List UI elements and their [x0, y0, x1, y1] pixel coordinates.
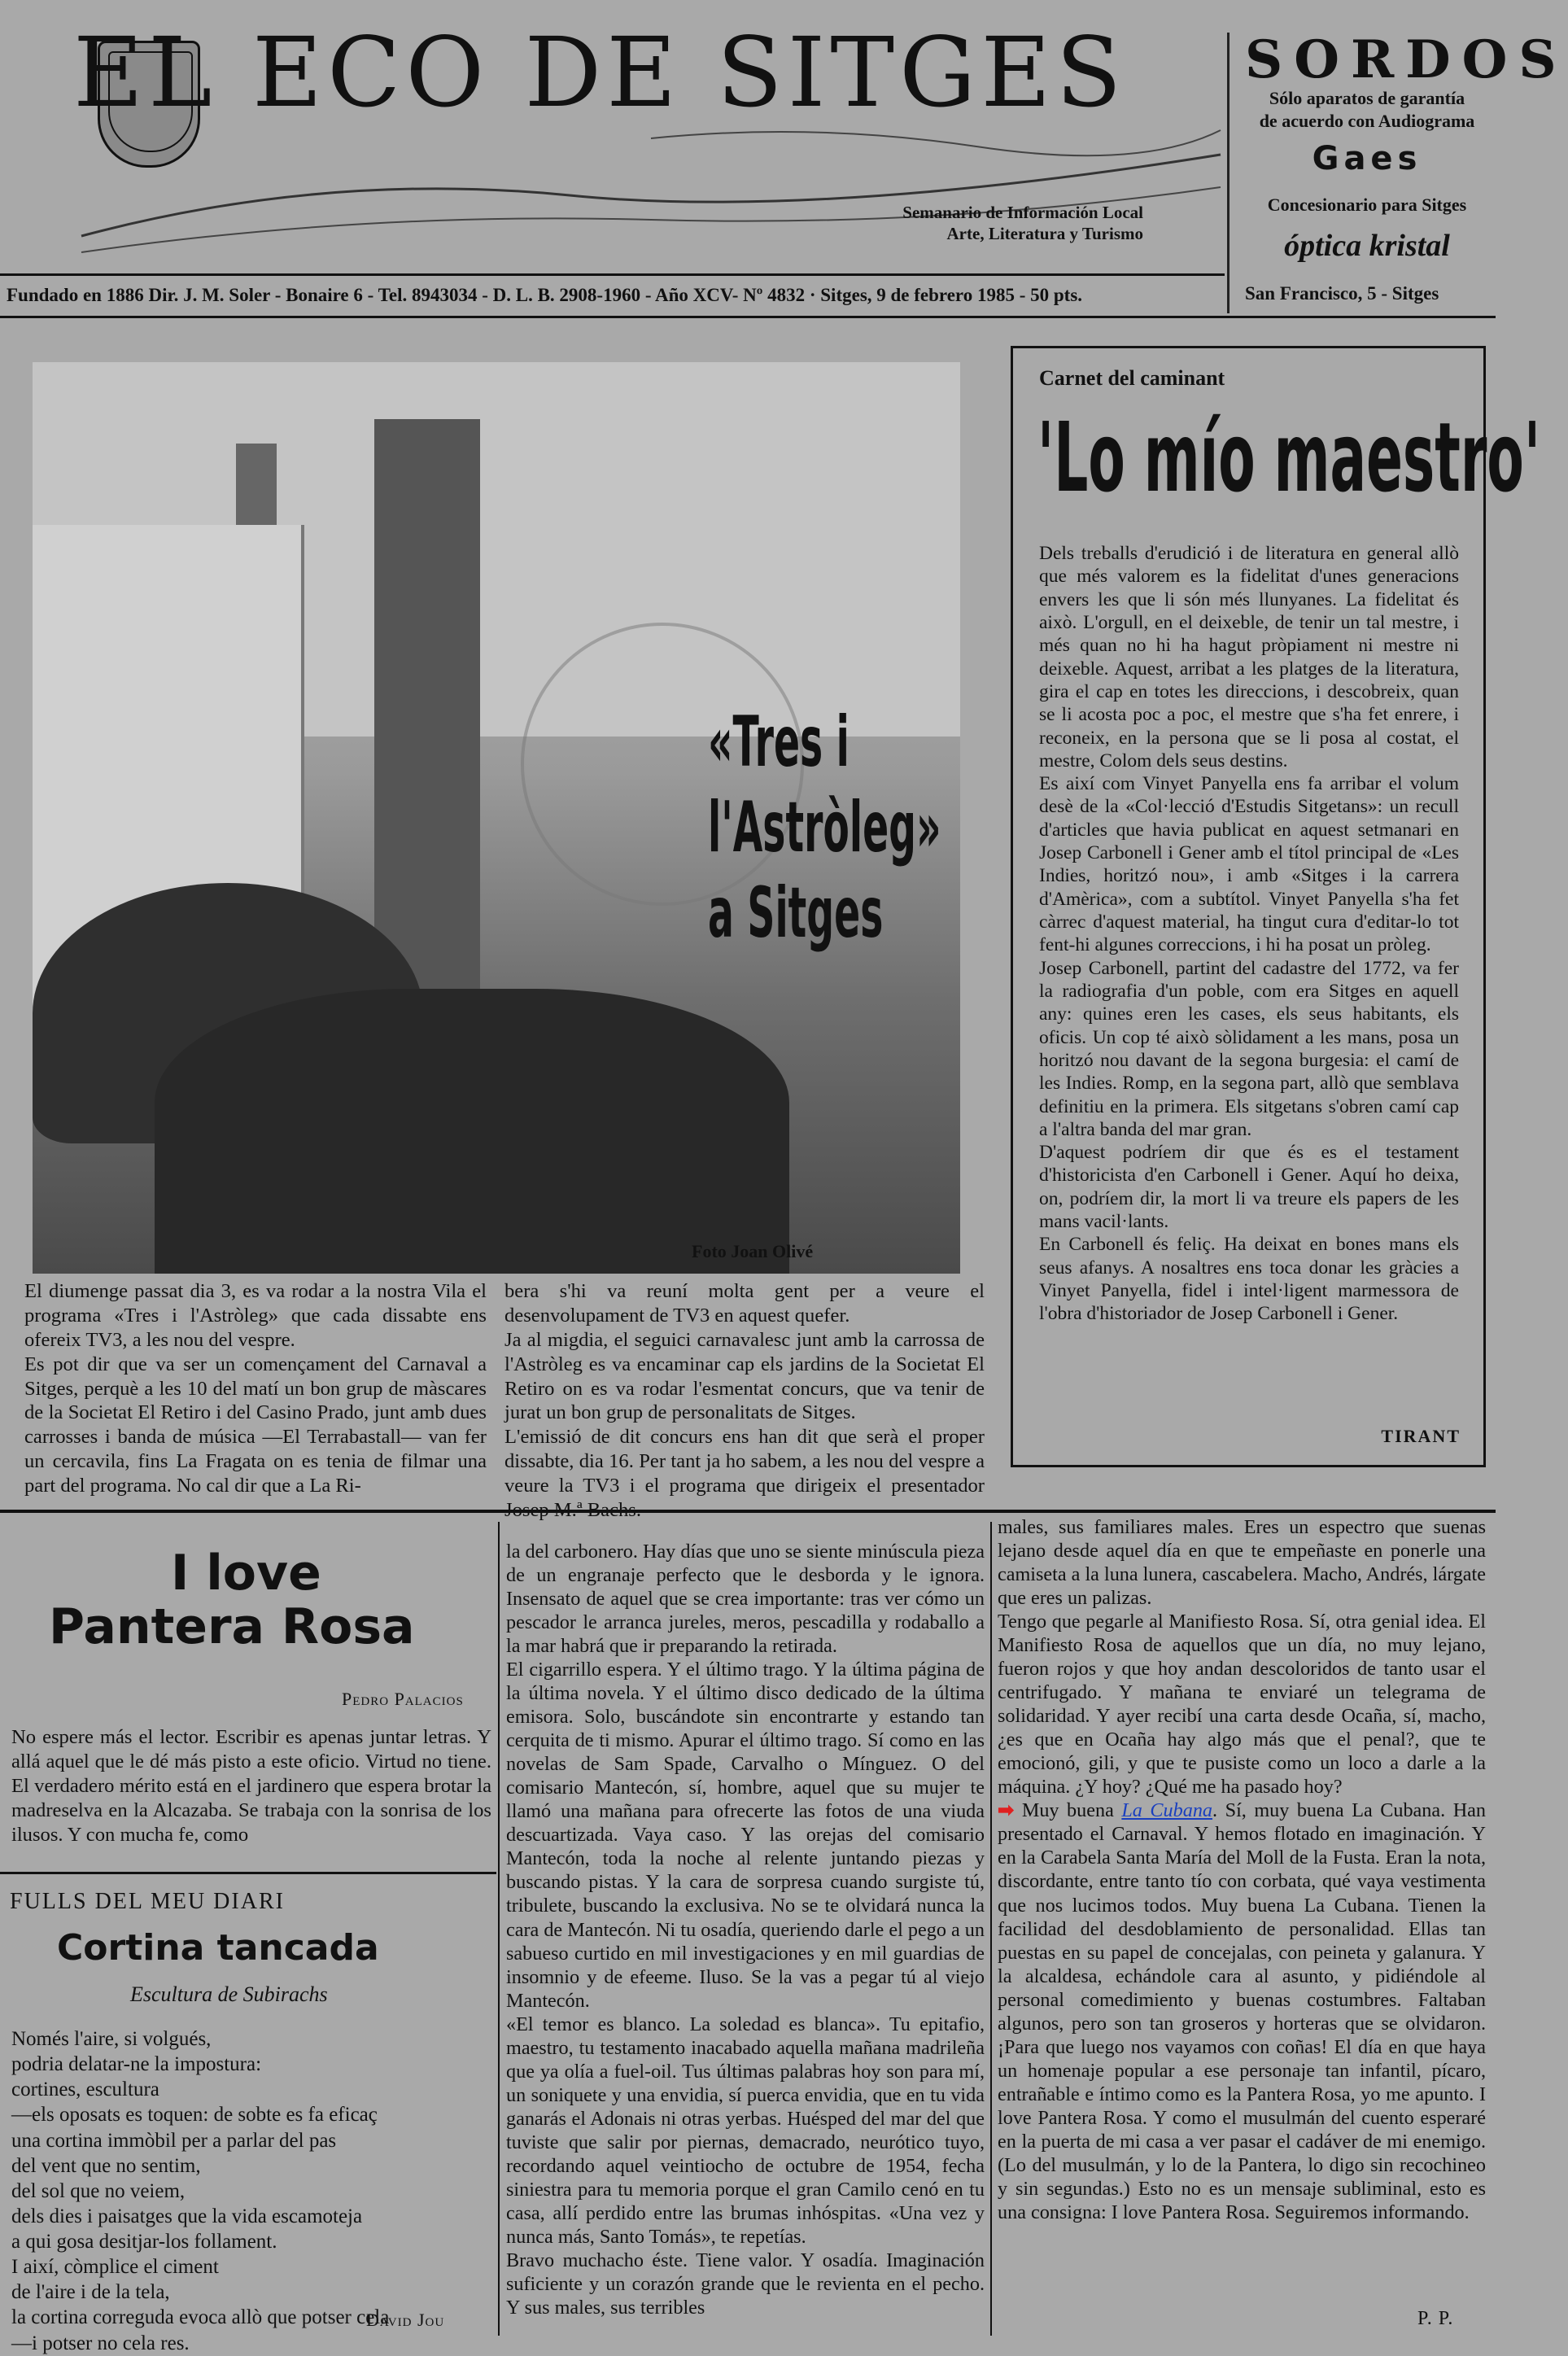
- section-divider: [0, 1510, 1496, 1513]
- poem-author: David Jou: [366, 2310, 445, 2330]
- ilove-headline: I love Pantera Rosa: [49, 1545, 415, 1655]
- photo-credit: Foto Joan Olivé: [692, 1241, 814, 1261]
- ilove-col1: No espere más el lector. Escribir es apenas juntar letras. Y allá aquel que le dé más pisto a este oficio. Virtud no tiene. El verdadero mérito está en el jardinero que espera brotar la madreselva en la Alcazaba. Se trabaja con la sonrisa de los ilusos. Y con mucha fe, como: [11, 1726, 491, 1846]
- ilove-author: Pedro Palacios: [342, 1689, 464, 1709]
- poem-subtitle: Escultura de Subirachs: [130, 1982, 328, 2006]
- ilove-col2: la del carbonero. Hay días que uno se siente minúscula pieza de un engranaje perfecto que le desborda y le ignora. Insensato de aquel que se crea importante: tras ver cómo un pescador le arranca jureles, meros, pescadilla y rodaballo a la mar habrá que ir preparando la retirada. El cigarrillo espera. Y el último trago. Y la última página de la última novela. Y el último disco dedicado de la última emisora. Solo, buscándote sin encontrarte y estando tan cerquita de ti mismo. Apurar el último trago. Sí como en las novelas de Sam Spade, Carvalho o Mínguez. O del comisario Mantecón, sí, hombre, aquel que su mujer te llamó una mañana para ofrecerte las fotos de una viuda descuartizada. Vaya caso. Y las orejas del comisario Mantecón, toda la noche al relente juntando piezas y buscando pistas. Y la cara de sorpresa cuando surgiste tú, tribulete, buscando la exclusiva. No se te olvidará nunca la cara de Mantecón. Ni tu osadía, queriendo darle el pego a un sabueso curtido en mil investigaciones y en mil guardias de insomnio y de efeeme. Iluso. Se la vas a pegar tú al viejo Mantecón. «El temor es blanco. La soledad es blanca». Tu epitafio, maestro, tu testamento inacabado aquella mañana madrileña que ya olía a fuel-oil. Tus últimas palabras hoy son para mí, un soniquete y una envidia, sí puerca envidia, que en tu vida ganarás el Adonais ni otras yerbas. Huésped del mar del que tuviste que salir por piernas, demacrado, neurótico tuyo, recordando aquel veintiocho de octubre de 1954, fecha siniestra para tu memoria porque el gran Camilo cenó en tu casa, allí perdido entre las brumas inhóspitas. «Una vez y nunca más, Santo Tomás», te repetías. Bravo muchacho éste. Tiene valor. Y osadía. Imaginación suficiente y un corazón grande que le revienta en el pecho. Y sus males, sus terribles: [506, 1541, 985, 2319]
- la-cubana-link[interactable]: La Cubana: [1121, 1799, 1213, 1822]
- ilove-rule: [0, 1872, 496, 1874]
- publication-info: Fundado en 1886 Dir. J. M. Soler - Bonaire 6 - Tel. 8943034 - D. L. B. 2908-1960 - Año XCV- Nº 4832 · Sitges, 9 de febrero 1985 - 50 pts.: [7, 285, 1083, 305]
- column-separator-2: [990, 1522, 992, 2336]
- masthead-subtitle: Semanario de Información Local Arte, Literatura y Turismo: [902, 203, 1143, 244]
- article-headline-tres: «Tres i l'Astròleg» a Sitges: [708, 702, 941, 954]
- carnet-kicker: Carnet del caminant: [1039, 366, 1225, 390]
- masthead-rule-bottom: [0, 316, 1496, 318]
- masthead-rule-top: [0, 273, 1225, 276]
- carnet-signature: TIRANT: [1381, 1426, 1461, 1446]
- newspaper-title: EL ECO DE SITGES: [73, 16, 1127, 129]
- carnet-body: Dels treballs d'erudició i de literatura en general allò que més valorem es la fidelitat d'unes generacions envers les que li són més llunyanes. La fidelitat és això. L'orgull, en el deixeble, de tenir un tal mestre, i més quan no hi ha hagut pròpiament ni mestre ni deixeble. Aquest, arribat a les platges de la literatura, gira el cap en totes les direccions, i descobreix, quan se li acosta poc a poc, el mestre que s'ha fet enrere, i reconeix, en la persona que se li posa al costat, el mestre, Colom dels seus destins. Es així com Vinyet Panyella ens fa arribar el volum desè de la «Col·lecció d'Estudis Sitgetans»: un recull d'articles que havia publicat en aquest setmanari en Josep Carbonell i Gener amb el títol principal de «Les Indies, horitzó nou», i amb «Sitges i la carrera d'Amèrica», com a subtítol. Vinyet Panyella s'ha fet càrrec d'aquest material, ha tingut cura d'editar-lo tot fent-hi algunes correccions, i hi ha posat un pròleg. Josep Carbonell, partint del cadastre del 1772, va fer la radiografia d'un poble, com era Sitges en aquell any: quines eren les cases, els seus habitants, els oficis. Un cop té això sòlidament a les mans, posa un horitzó nou davant de la segona burgesia: el camí de les Indies. Romp, en la segona part, allò que semblava definitiu en la primera. Els sitgetans s'obren camí cap a l'altra banda del mar gran. D'aquest podríem dir que és es el testament d'historicista d'en Carbonell i Gener. Aquí ho deixa, on, podríem dir, la mort li va treure els papers de les mans vacil·lants. En Carbonell és feliç. Ha deixat en bones mans els seus afanys. A nosaltres ens toca donar les gràcies a Vinyet Panyella, fidel i intel·ligent marmessora de l'obra d'historiador de Josep Carbonell i Gener.: [1039, 543, 1459, 1325]
- photo-article-col2: bera s'hi va reuní molta gent per a veure el desenvolupament de TV3 en aquest quefer. Ja al migdia, el seguici carnavalesc junt amb la carrossa de l'Astròleg es va encaminar cap els jardins de la Societat El Retiro on es va rodar l'esmentat concurs, que va tenir de jurat un bon grup de personalitats de Sitges. L'emissió de dit concurs ens han dit que serà el proper dissabte, dia 16. Per tant ja ho sabem, a les nou del vespre a veure la TV3 i el programa que dirigeix el presentador: [504, 1280, 985, 1497]
- masthead-divider: [1227, 33, 1230, 313]
- carnet-headline: 'Lo mío maestro': [1037, 401, 1541, 514]
- hearing-aid-ad: SORDOS Sólo aparatos de garantía de acuerdo con Audiograma Gaes Concesionario para Sitges óptica kristal: [1245, 29, 1568, 263]
- poem-text: Només l'aire, si volgués, podria delatar-ne la impostura: cortines, escultura —els oposats es toquen: de sobte es fa eficaç una cortina immòbil per a parlar del pas del vent que no sentim, del sol que no veiem, dels dies i paisatges que la vida escamoteja a qui gosa desitjar-los follament. I així, còmplice el ciment de l'aire i de la tela, la cortina correguda evoca allò que potser cela —i potser no cela res.: [11, 2028, 390, 2354]
- column-separator-1: [498, 1522, 500, 2336]
- ad-address: San Francisco, 5 - Sitges: [1245, 283, 1439, 304]
- section-label: FULLS DEL MEU DIARI: [10, 1889, 285, 1914]
- ilove-signature: P. P.: [1417, 2308, 1454, 2329]
- red-arrow-icon: ➡: [998, 1799, 1015, 1822]
- ilove-col3: males, sus familiares males. Eres un espectro que suenas lejano desde aquel día en que te empeñaste en ponerle una camiseta a la luna lunera, cascabelera. Macho, Andrés, lárgate que eres un palizas. Tengo que pegarle al Manifiesto Rosa. Sí, otra genial idea. El Manifiesto Rosa de aquellos que un día, no muy lejano, fueron rojos y que hoy andan descoloridos de tanto usar el centrifugado. Y mañana te enviaré un telegrama de solidaridad. Y ayer recibí una carta desde Ocaña, sí, macho, ¿es que en Ocaña hay algo más que el penal?, que te emocionó, gili, y que te pusiste como un loco a darle a la máquina. ¿Y hoy? ¿Qué me ha pasado hoy? ➡ Muy buena La Cubana. Sí, muy buena La Cubana. Han presentado el Carnaval. Y hemos flotado en imaginación. Y en la Carabela Santa María del Moll de la Fusta. Eran la nota, discordante, entre tanto tío con corbata, qué vaya vestimenta que nos lucimos todos. Muy buena La Cubana. Tienen la facilidad del desdoblamiento de personalidad. Ellas tan puestas en su papel de concejalas, con peineta y galanura. Y la alcaldesa, echándole cara al asunto, y pidiéndole al personal comedimiento y buenas costumbres. Faltaban algunos, pero son tan groseros y horteras que se olvidaron. ¡Para que luego nos vayamos con coñas! El día en que haya un homenaje popular a ese personaje tan infantil, pícaro, entrañable e íntimo como es la Pantera Rosa, yo me apunto. I love Pantera Rosa. Y como el musulmán del cuento esperaré en la puerta de mi casa a ver pasar el cadáver de mi enemigo. (Lo del musulmán, y lo de la Pantera, lo digo sin recochineo y sin segundas.) Esto no es un mensaje subliminal, esto es una consigna: I love Pantera Rosa. Seguiremos informando.: [998, 1516, 1486, 2223]
- carnet-article-box: [1011, 346, 1541, 1467]
- photo-article-col1: El diumenge passat dia 3, es va rodar a la nostra Vila el programa «Tres i l'Astròleg» que cada dissabte ens ofereix TV3, a les nou del vespre. Es pot dir que va ser un començament del Carnaval a Sitges, perquè a les 10 del matí un bon grup de màscares de la Societat El Retiro i del Casino Prado, junt amb dues carrosses i banda de música —El Terrabastall— van fer un cercavila, fins La Fragata on es tenia de filmar una part del programa. No cal dir que a La Ri-: [24, 1280, 487, 1497]
- poem-title: Cortina tancada: [57, 1927, 379, 1969]
- masthead: [0, 0, 1568, 305]
